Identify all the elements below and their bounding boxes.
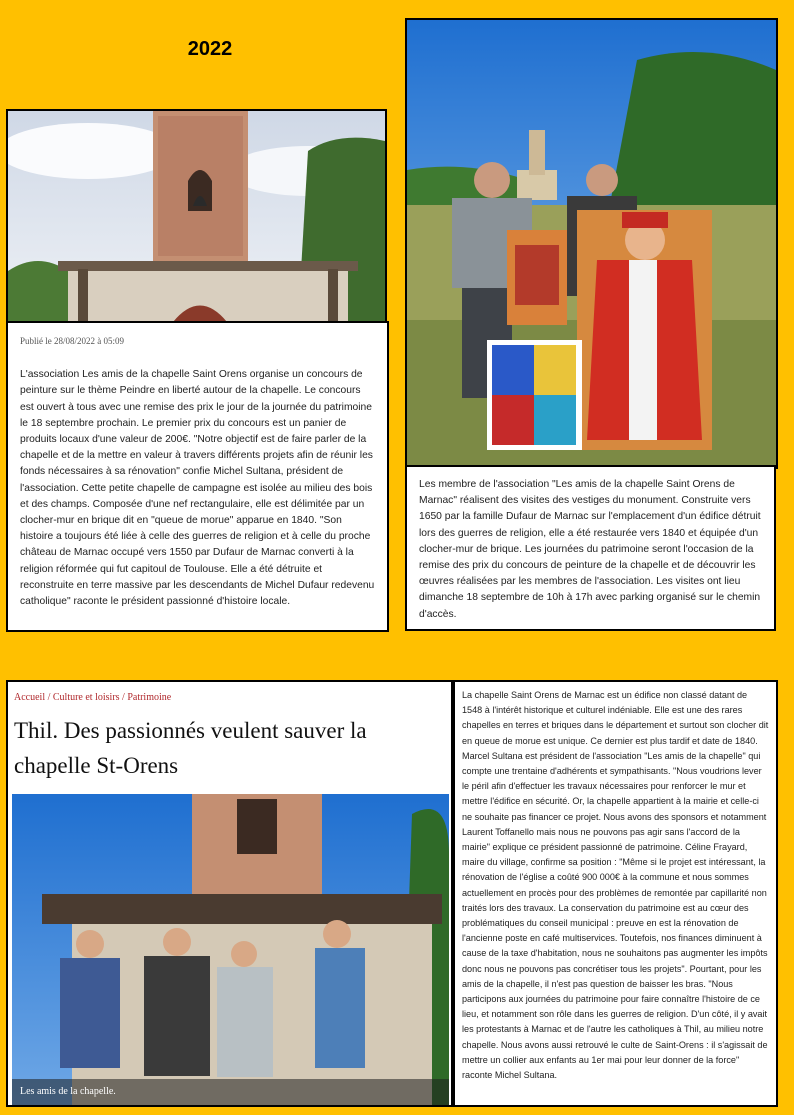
breadcrumb [14, 692, 445, 703]
breadcrumb-section[interactable]: Culture et loisirs [52, 692, 120, 703]
breadcrumb-separator: / [45, 692, 53, 703]
breadcrumb-separator: / [119, 692, 128, 703]
bell-tower-photo [6, 109, 387, 324]
article-2 [405, 465, 776, 631]
article-3-header [6, 680, 453, 1107]
photo-caption: Les amis de la chapelle. [12, 1079, 449, 1105]
article-1-body: L'association Les amis de la chapelle Saint Orens organise un concours de peinture sur le thème Peindre en liberté autour de la chapelle. Le concours est ouvert à tous avec une remise des prix le jour de la journée du patrimoine le 18 septembre prochain. Le premier prix du concours est un panier de produits locaux d'une valeur de 200€. "Notre objectif est de faire parler de la chapelle et de la mettre en valeur à travers différents projets afin de réunir les fonds nécessaires à sa rénovation" confie Michel Sultana, président de l'association. Cette petite chapelle de campagne est isolée au milieu des bois et des champs. Composée d'une nef rectangulaire, elle est délimitée par un clocher-mur en brique dit en "queue de morue" apparue en 1840. "Son histoire a toujours été liée à celle des guerres de religion et à celle du proche château de Marnac occupé vers 1550 par Dufaur de Marnac converti à la religion réformée qui fut capitoul de Toulouse. Elle a été détruite et reconstruite en terre massive par les descendants de Michel Dufaur redevenu catholique" raconte le président passionné d'histoire locale. [20, 369, 375, 608]
year-title: 2022 [187, 38, 233, 60]
breadcrumb-subsection[interactable]: Patrimoine [127, 692, 172, 703]
article-2-body: Les membre de l'association "Les amis de la chapelle Saint Orens de Marnac" réalisent des visites des vestiges du monument. Construite vers 1650 par la famille Dufaur de Marnac sur l'emplacement d'un édifice détruit lors des guerres de religion, elle a été restaurée vers 1840 et équipée d'un clocher-mur de brique. Les journées du patrimoine seront l'occasion de la remise des prix du concours de peinture de la chapelle et de découvrir les œuvres réalisées par les membres de l'association. Les visites ont lieu dimanche 18 septembre de 10h à 17h avec parking organisé sur le chemin d'accès. [419, 479, 761, 620]
publish-date: Publié le 28/08/2022 à 05:09 [20, 336, 124, 346]
painting-portraits-photo [405, 18, 778, 469]
article-3-body: La chapelle Saint Orens de Marnac est un édifice non classé datant de 1548 à l'intérêt historique et culturel indéniable. Elle est une des rares chapelles en terres et briques dans le département et surtout son clocher dit en queue de morue est unique. Ce dernier est plus tardif et date de 1840. Marcel Sultana est président de l'association "Les amis de la chapelle" qui compte une trentaine d'adhérents et sympathisants. "Nous voudrions lever le péril afin d'effectuer les travaux nécessaires pour renforcer le mur et mettre l'édifice en sécurité. Or, la chapelle appartient à la mairie et celle-ci ne souhaite pas financer ce projet. Nous avons des sponsors et notamment Laurent Toffanello mais nous ne pouvons pas agir sans l'accord de la mairie" explique ce président passionné de patrimoine. Céline Frayard, maire du village, confirme sa position : "Même si le projet est intéressant, la rénovation de l'église a coûté 900 000€ à la commune et nous sommes actuellement en procès pour des problèmes de remontée par capillarité non traités lors des travaux. La conservation du patrimoine est au cœur des problématiques du conseil municipal : preuve en est la rénovation de l'ancienne poste en café multiservices. Toutefois, nos finances diminuent à cause de la taxe d'habitation, nous ne souhaitons pas augmenter les impôts donc nous ne pouvons pas concrétiser tous les projets". Pourtant, pour les amis de la chapelle, il n'est pas question de baisser les bras. "Nous participons aux journées du patrimoine pour faire connaître l'histoire de ce lieu, et notamment son rôle dans les guerres de religion. D'un côté, il y avait les protestants à Marnac et de l'autre les catholiques à Thil, au milieu notre chapelle. Nous avons aussi retrouvé le culte de Saint-Orens : il s'agissait de mettre un collier aux enfants au 1er mai pour leur donner de la force" raconte Michel Sultana. [462, 690, 769, 1081]
group-photo [12, 794, 449, 1105]
article-1 [6, 321, 389, 632]
breadcrumb-home[interactable]: Accueil [14, 692, 46, 703]
article-3-body-column [453, 680, 778, 1107]
article-headline: Thil. Des passionnés veulent sauver la chapelle St-Orens [14, 718, 367, 778]
